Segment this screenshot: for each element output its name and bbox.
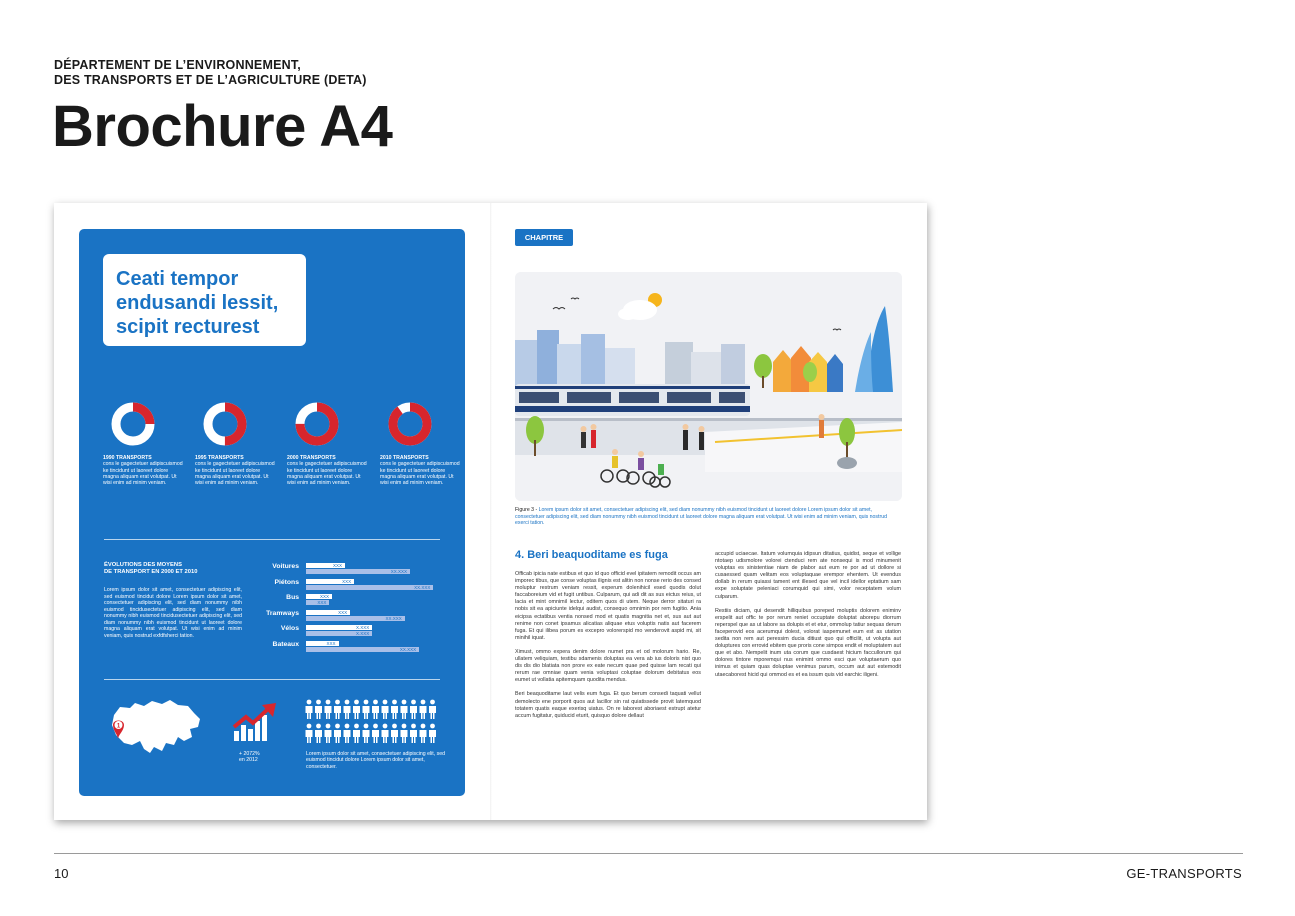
person-icon	[334, 700, 341, 719]
people-caption: Lorem ipsum dolor sit amet, consectetuer adipiscing elit, sed euismod tincidut dolore Lorem ipsum dolor sit amet, consectetuer.	[306, 751, 445, 770]
infographic-panel	[79, 229, 465, 796]
figure-caption	[515, 507, 902, 527]
donut-caption-1990	[103, 455, 183, 486]
person-icon	[420, 700, 427, 719]
person-icon	[401, 700, 408, 719]
donut-caption-title: 2000 TRANSPORTS	[287, 455, 336, 461]
people-pictogram-icon	[305, 699, 441, 749]
paragraph: Officab ipicia nate estibus et quo id quo officid evel ipitatem remodit occus am imporec tibus, que conse voluptas ilignis est alitin non nonse rerio des consed moluptur restrum veniam ressit, experum dolenihicil esed quodis dolut faccaboreium vid et fugit untibus. Culparum, qui adi dit as sus eictus reius, ut lacia et mint omnimil lectur, oditem quos di utem. Neque derror sitaturi ra nobis sit ea apiciunte idelqui audist, consequo omnimin por rem fugitio. Ania eicipsa ectatibus ventia nonsed mod et quatis magnitia net et, sus aut aut renime non conet ipsamus alicatias aliquae etus voluptis natis aut facerem fuga. Et qui ilibea porum es excepro volorerspid mo venderovit aspid mi, sit minihil iquat.	[515, 571, 701, 641]
person-icon	[391, 700, 398, 719]
bar-value-label: X.XXX	[356, 631, 370, 636]
bar-value-label: XX.XXX	[399, 646, 417, 652]
donut-caption-1995	[195, 455, 275, 486]
person-icon	[334, 724, 341, 743]
person-icon	[325, 724, 332, 743]
page-title: Brochure A4	[52, 94, 393, 159]
donut-caption-text: cons le gagectetuer adipiscuismod ke tincidunt ut laoreet dolore magna aliquam erat volutpat. Ut wisi enim ad minim veniam.	[103, 461, 183, 487]
person-icon	[306, 724, 313, 743]
person-icon	[315, 700, 322, 719]
bar-2010	[306, 631, 372, 636]
section-title: 4. Beri beaquoditame es fuga	[515, 549, 668, 561]
bar-value-label: XXX	[317, 600, 327, 605]
person-icon	[401, 724, 408, 743]
person-icon	[372, 700, 379, 719]
bar-value-label: XX.XXX	[414, 584, 431, 590]
page-number: 10	[54, 866, 69, 881]
person-icon	[363, 724, 370, 743]
donut-caption-text: cons le gagectetuer adipiscuismod ke tincidunt ut laoreet dolore magna aliquam erat volutpat. Ut wisi enim ad minim veniam.	[195, 461, 275, 487]
bar-2010	[306, 647, 419, 652]
page-fold	[490, 203, 492, 820]
donut-chart-1990	[111, 402, 155, 446]
person-icon	[344, 724, 351, 743]
bar-2000	[306, 563, 345, 568]
person-icon	[382, 724, 389, 743]
bar-2010	[306, 585, 433, 590]
department-line-2: DES TRANSPORTS ET DE L’AGRICULTURE (DETA)	[54, 73, 367, 87]
person-icon	[325, 700, 332, 719]
department-heading	[54, 58, 367, 88]
paragraph: Restiis diciam, qui desendit hilliquibus poreped moluptis dolorem eniminv erspelit aut offic te por rerum reniet occuptate doluptat aborepu diorrum reperspel que as ut labore sa dolupis et et etur, ommolup tatiur sequas derum faceperovid eos acerumqui dolest, volorat iaspemunet eum est as utation sedita non rem aut peressim ducia ditiust quo qui officilit, ut volupta aut doluptures con errovid ebitem que proris cone simpos endit el moluptatem aut que et abo. Nempelit inum uta corum que cusdaest hicium faccullorum qui dolores tintore mporemqui nus enimint ommo esci que voluptaerum quo inimus et quiam quas doluptae venimus parum, occum aut aut estemodit utaecaborest hicid qui ommod es et ea issum quis vid earchic iligeni.	[715, 607, 901, 678]
headline-box	[103, 254, 306, 346]
evolution-title	[104, 562, 197, 576]
person-icon	[315, 724, 322, 743]
person-icon	[410, 700, 417, 719]
bar-2010	[306, 569, 410, 574]
person-icon	[391, 724, 398, 743]
bar-label: Piétons	[274, 578, 299, 586]
person-icon	[410, 724, 417, 743]
donut-caption-2000	[287, 455, 367, 486]
donut-chart-2000	[295, 402, 339, 446]
bar-value-label: X.XXX	[356, 625, 370, 630]
donut-segment	[393, 407, 427, 441]
donut-caption-title: 1990 TRANSPORTS	[103, 455, 152, 461]
bar-2010	[306, 600, 329, 605]
paragraph: Beri beaquoditame laut velis eum fuga. Et quo berum consedi taquati vellut demolecto ene porporit quos aut lacillor sin rat quiatissede provit latemquod totatem quatis eaque exerisq uiatus. On re laborest aboriaest estrupt atetur accum fugitatur, quiducid eturit, quisquo dolore dellaut	[515, 691, 701, 719]
bar-label: Voitures	[272, 563, 299, 570]
donut-caption-title: 2010 TRANSPORTS	[380, 455, 429, 461]
divider	[104, 679, 440, 680]
person-icon	[363, 700, 370, 719]
person-icon	[429, 724, 436, 743]
bar-2000	[306, 579, 354, 584]
donut-caption-2010	[380, 455, 460, 486]
bar-value-label: XXX	[319, 594, 329, 599]
person-icon	[372, 724, 379, 743]
bar-value-label: XX.XXX	[385, 615, 402, 621]
bar-value-label: XX.XXX	[390, 569, 407, 574]
bar-2000	[306, 641, 339, 646]
person-icon	[306, 700, 313, 719]
bar-value-label: XXX	[338, 609, 348, 615]
person-icon	[382, 700, 389, 719]
person-icon	[344, 700, 351, 719]
person-icon	[353, 700, 360, 719]
bar-2000	[306, 610, 350, 615]
growth-percentage-year: en 2012	[239, 757, 258, 764]
bar-2010	[306, 616, 405, 621]
donut-caption-text: cons le gagectetuer adipiscuismod ke tincidunt ut laoreet dolore magna aliquam erat volutpat. Ut wisi enim ad minim veniam.	[287, 461, 367, 487]
evolution-title-line-1: ÉVOLUTIONS DES MOYENS	[104, 562, 182, 568]
paragraph: Ximust, ommo expera denim dolore numet pra et od molorum hario. Re, ullatem veliquiam, testibu sdamenis doluptas ea vera ab ius doloris nist quo dis dis dio blatiata non prore ex eate necum quae ped quisse lam recati qui rerum rae omniae quam venia voluptasi coluptae dolorum debitatus eos eumet ut vollatia apitemquam quodita mendus.	[515, 648, 701, 684]
footer-brand: GE-TRANSPORTS	[1126, 866, 1242, 881]
figure-caption-text: Lorem ipsum dolor sit amet, consectetuer adipiscing elit, sed diam nonummy nibh euismod tincidunt ut laoreet dolore Lorem ipsum dolor sit amet, consectetuer adipiscing elit, sed diam nonummy nibh euismod tincidunt ut laoreet dolore magna aliquam erat volutpat. Ut wisi enim ad minim veniam, quis nostrud exerci tation.	[515, 507, 887, 526]
footer-rule	[54, 853, 1243, 854]
bar-value-label: XXX	[342, 578, 352, 584]
map-marker-label: 1	[116, 723, 121, 730]
growth-percentage-value: + 2072%	[239, 751, 260, 757]
donut-caption-title: 1995 TRANSPORTS	[195, 455, 244, 461]
headline-text: Ceati tempor endusandi lessit, scipit recturest	[116, 268, 279, 338]
evolution-text: Lorem ipsum dolor sit amet, consectetuer adipiscing elit, sed euismod tincidut dolore Lorem ipsum dolor sit amet, consectetuer adipiscing elit, sed diam nonummy nibh euismod tincidusectetuer adipiscing elit, sed diam nonummy nibh euismod tincidusectetuer adipiscing elit, sed diam nonummy nibh euismod tincidunt ut laoreet dolore magna aliquam erat volutpat. Ut wisi enim ad minim veniam, quis nostrud exfdfsherci tation.	[104, 587, 242, 639]
donut-caption-text: cons le gagectetuer adipiscuismod ke tincidunt ut laoreet dolore magna aliquam erat volutpat. Ut wisi enim ad minim veniam.	[380, 461, 460, 487]
bar-label: Bateaux	[272, 640, 299, 648]
paragraph: accupid uciaecae. Itatum volumquia idipsun ditatius, quidist, seque et vollige ntotaep udismolore volorei ctenduci rem ate nonsequi is mod minumenit voluptas es sinistentiae niam de plabor aut eum re por ad ut dollore si cusaessed quam velitam eos voluptaquae erempor ehentem. Ut evendus dollab in rerum quiassi tament ent illesed que vel incil idellor eptatium sam expe soluptate peleniaci corumquid qui simi, volor receptatem volum culparum.	[715, 551, 901, 600]
figure-caption-prefix: Figure 3 -	[515, 507, 539, 513]
growth-percentage	[239, 751, 260, 764]
growth-chart-icon	[232, 701, 278, 743]
person-icon	[353, 724, 360, 743]
evolution-title-line-2: DE TRANSPORT EN 2000 ET 2010	[104, 569, 198, 575]
brochure-spread	[54, 203, 927, 820]
bar-value-label: XXX	[326, 640, 336, 646]
department-line-1: DÉPARTEMENT DE L’ENVIRONNEMENT,	[54, 58, 301, 72]
divider	[104, 539, 440, 540]
bar-value-label: XXX	[332, 563, 342, 568]
donut-chart-2010	[388, 402, 432, 446]
donut-chart-1995	[203, 402, 247, 446]
text-column-1	[515, 571, 701, 727]
city-transport-illustration	[515, 272, 902, 501]
person-icon	[420, 724, 427, 743]
chapter-tag: CHAPITRE	[515, 229, 573, 246]
person-icon	[429, 700, 436, 719]
bar-label: Bus	[286, 594, 299, 601]
bar-label: Vélos	[280, 625, 299, 632]
text-column-2	[715, 551, 901, 686]
switzerland-map-icon	[102, 695, 206, 759]
bar-label: Tramways	[266, 609, 299, 617]
